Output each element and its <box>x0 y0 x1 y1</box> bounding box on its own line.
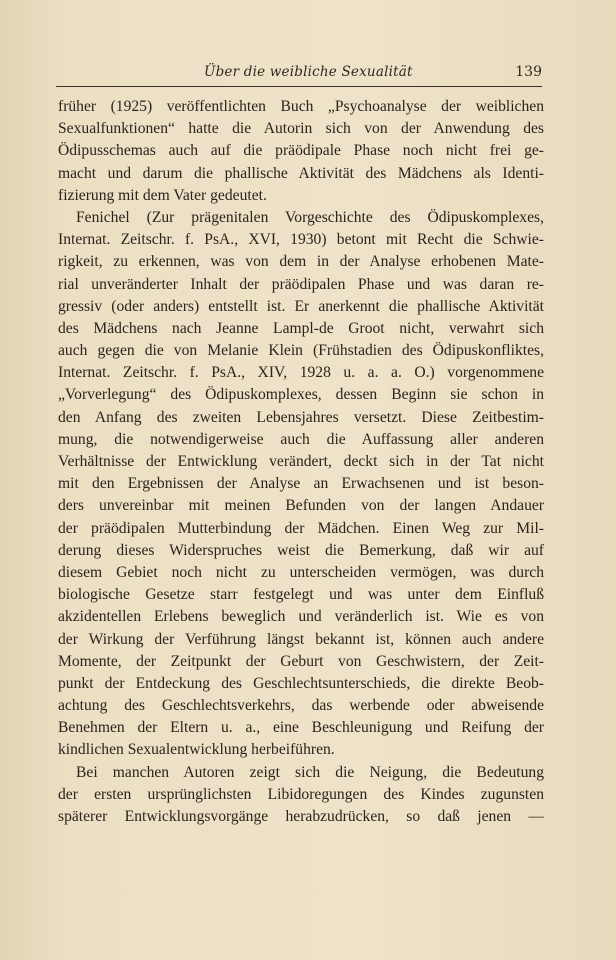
text-line: Ödipusschemas auch auf die präödipale Phase noch nicht frei ge- <box>58 142 544 160</box>
text-line: ders unvereinbar mit meinen Befunden von der langen Andauer <box>58 497 544 515</box>
text-line: den Anfang des zweiten Lebensjahres versetzt. Diese Zeitbestim- <box>58 408 544 426</box>
running-header <box>56 60 542 87</box>
text-line: der ersten ursprünglichsten Libidoregungen des Kindes zugunsten <box>58 785 544 803</box>
text-line: Momente, der Zeitpunkt der Geburt von Geschwistern, der Zeit- <box>58 652 544 670</box>
text-line: achtung des Geschlechtsverkehrs, das werbende oder abweisende <box>58 697 544 715</box>
text-line: Sexualfunktionen“ hatte die Autorin sich von der Anwendung des <box>58 120 544 138</box>
text-line: gressiv (oder anders) entstellt ist. Er anerkennt die phallische Aktivität <box>58 297 544 315</box>
text-line: späterer Entwicklungsvorgänge herabzudrücken, so daß jenen — <box>58 808 544 825</box>
text-line: punkt der Entdeckung des Geschlechtsunterschieds, die direkte Beob- <box>58 674 544 692</box>
text-line: derung dieses Widerspruches weist die Bemerkung, daß wir auf <box>58 541 544 559</box>
text-line: auch gegen die von Melanie Klein (Frühstadien des Ödipuskonfliktes, <box>58 342 544 360</box>
text-line: kindlichen Sexualentwicklung herbeiführen. <box>58 741 335 759</box>
text-line: rial unveränderter Inhalt der präödipalen Phase und was daran re- <box>58 275 544 293</box>
text-line: der Wirkung der Verführung längst bekannt ist, können auch andere <box>58 630 544 648</box>
text-line: früher (1925) veröffentlichten Buch „Psychoanalyse der weiblichen <box>58 98 544 115</box>
text-line: Verhältnisse der Entwicklung verändert, deckt sich in der Tat nicht <box>58 453 544 470</box>
text-line: macht und darum die phallische Aktivität des Mädchens als Identi- <box>58 164 544 182</box>
text-line: der präödipalen Mutterbindung der Mädchen. Einen Weg zur Mil- <box>58 519 544 537</box>
text-line: mung, die notwendigerweise auch die Auffassung aller anderen <box>58 430 544 448</box>
text-line: Internat. Zeitschr. f. PsA., XVI, 1930) betont mit Recht die Schwie- <box>58 231 544 249</box>
text-line: „Vorverlegung“ des Ödipuskomplexes, dessen Beginn sie schon in <box>58 386 544 404</box>
text-line: biologische Gesetze starr festgelegt und was unter dem Einfluß <box>58 586 544 604</box>
text-line: Internat. Zeitschr. f. PsA., XIV, 1928 u. a. a. O.) vorgenommene <box>58 364 544 382</box>
text-line: fizierung mit dem Vater gedeutet. <box>58 186 267 204</box>
page-number: 139 <box>515 64 542 80</box>
running-title: Über die weibliche Sexualität <box>204 64 413 80</box>
text-line: Bei manchen Autoren zeigt sich die Neigung, die Bedeutung <box>76 763 544 781</box>
text-line: Fenichel (Zur prägenitalen Vorgeschichte des Ödipuskomplexes, <box>76 208 544 226</box>
body-text <box>58 96 544 828</box>
text-line: Benehmen der Eltern u. a., eine Beschleunigung und Reifung der <box>58 719 544 737</box>
text-line: des Mädchens nach Jeanne Lampl-de Groot nicht, verwahrt sich <box>58 319 544 337</box>
text-line: rigkeit, zu erkennen, was von dem in der Analyse erhobenen Mate- <box>58 253 544 271</box>
text-line: diesem Gebiet noch nicht zu unterscheiden vermögen, was durch <box>58 563 544 581</box>
text-line: akzidentellen Erlebens beweglich und veränderlich ist. Wie es von <box>58 608 544 626</box>
text-line: mit den Ergebnissen der Analyse an Erwachsenen und ist beson- <box>58 475 544 493</box>
